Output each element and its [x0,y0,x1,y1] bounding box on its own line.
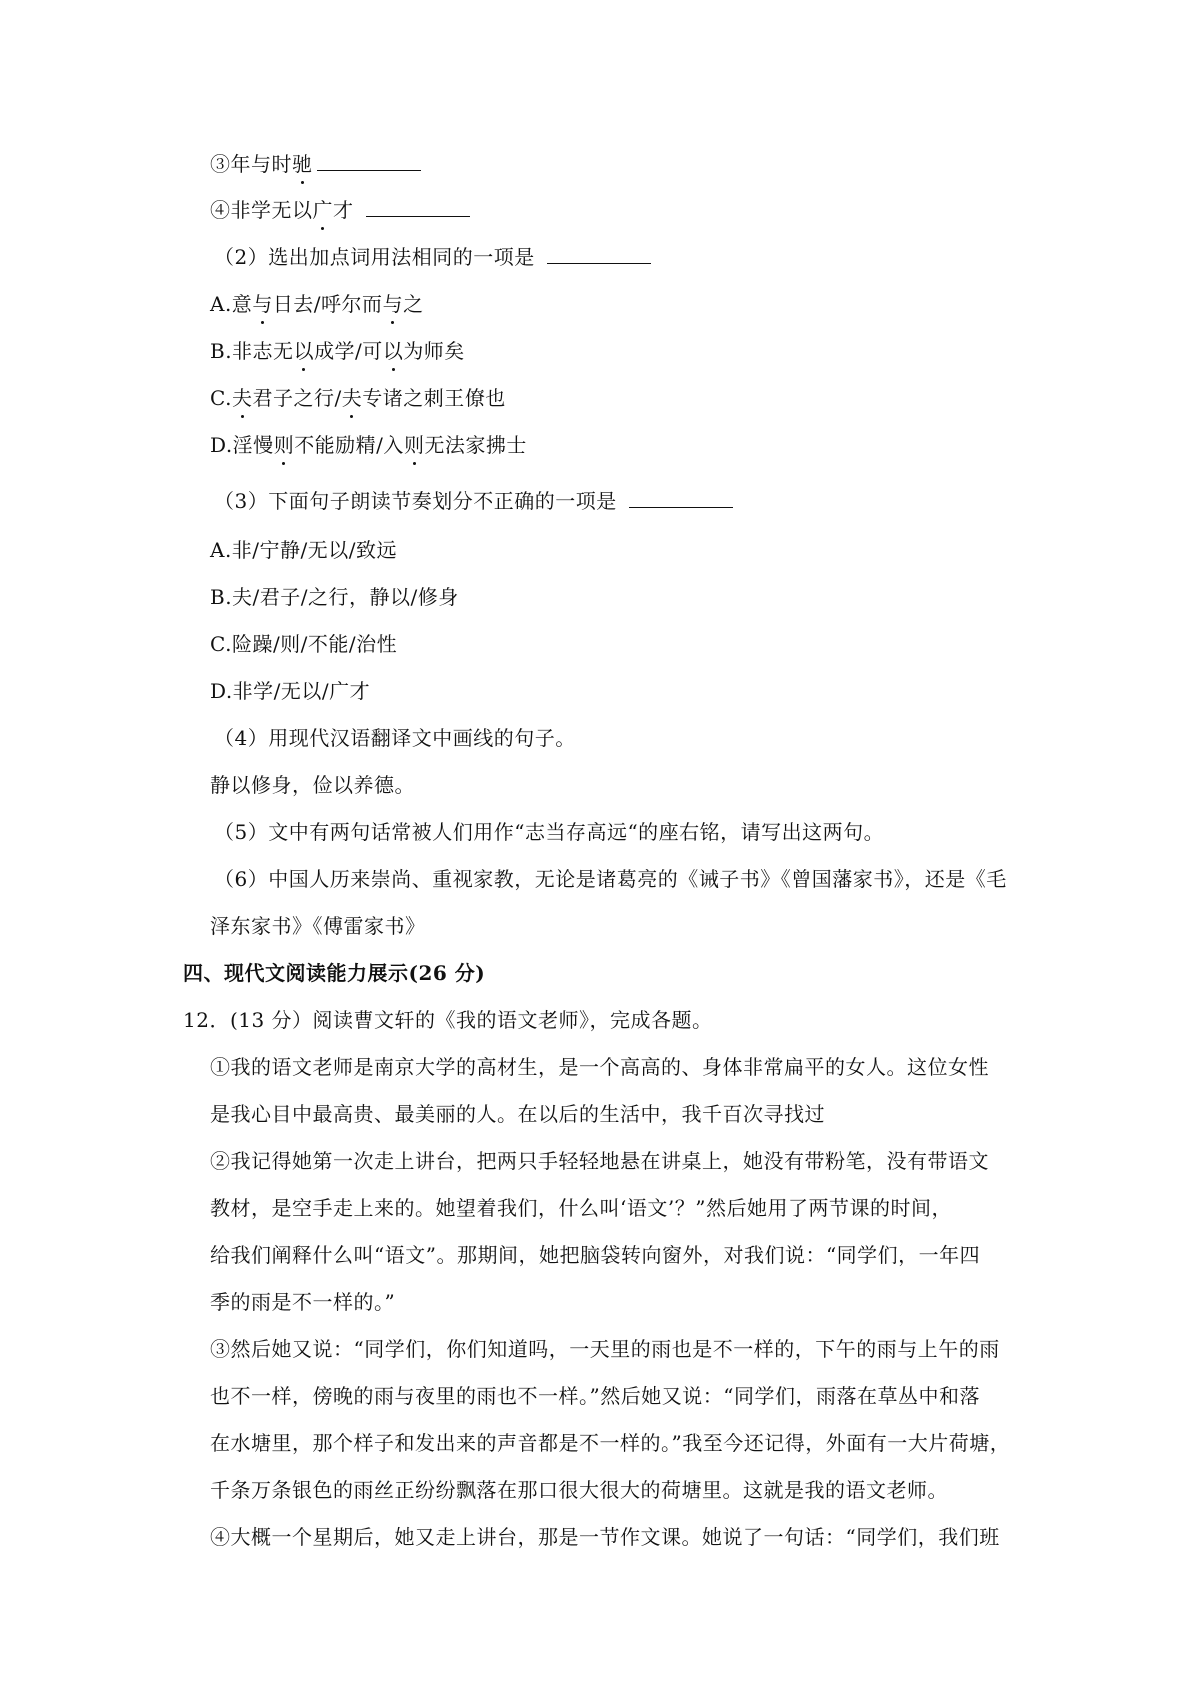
question-6-line-1: （6）中国人历来崇尚、重视家教，无论是诸葛亮的《诫子书》《曾国藩家书》，还是《毛 [214,867,1007,891]
dotted-char: 夫 [231,386,253,410]
paragraph-3-line-2: 也不一样，傍晚的雨与夜里的雨也不一样。”然后她又说：“同学们，雨落在草丛中和落 [210,1384,980,1408]
dotted-char: 与 [252,292,273,316]
dotted-char: 则 [403,433,425,457]
paragraph-1-line-2: 是我心目中最高贵、最美丽的人。在以后的生活中，我千百次寻找过 [210,1102,825,1126]
question-5: （5）文中有两句话常被人们用作“志当存高远“的座右铭，请写出这两句。 [214,820,885,844]
paragraph-4-line-1: ④大概一个星期后，她又走上讲台，那是一节作文课。她说了一句话：“同学们，我们班 [210,1525,1000,1549]
paragraph-2-line-4: 季的雨是不一样的。” [210,1290,396,1314]
q3-option-c: C.险躁/则/不能/治性 [210,632,398,656]
paragraph-2-line-2: 教材，是空手走上来的。她望着我们，什么叫‘语文’？”然后她用了两节课的时间， [210,1196,952,1220]
paragraph-2-line-1: ②我记得她第一次走上讲台，把两只手轻轻地悬在讲桌上，她没有带粉笔，没有带语文 [210,1149,989,1173]
dotted-char: 广 [312,198,333,222]
dotted-char: 以 [293,339,315,363]
answer-blank[interactable] [366,196,470,217]
paragraph-1-line-1: ①我的语文老师是南京大学的高材生，是一个高高的、身体非常扁平的女人。这位女性 [210,1055,989,1079]
dotted-char: 则 [273,433,295,457]
dotted-char: 驰 [292,152,313,176]
q2-option-a: A.意与日去/呼尔而与之 [210,292,424,316]
paragraph-2-line-3: 给我们阐释什么叫“语文”。那期间，她把脑袋转向窗外，对我们说：“同学们，一年四 [210,1243,981,1267]
dotted-char: 夫 [341,386,363,410]
dotted-char: 与 [382,292,404,316]
section-4-heading: 四、现代文阅读能力展示(26 分) [183,961,486,985]
question-12-prompt: 12．(13 分）阅读曹文轩的《我的语文老师》，完成各题。 [183,1008,713,1032]
question-4: （4）用现代汉语翻译文中画线的句子。 [214,726,576,750]
paragraph-3-line-4: 千条万条银色的雨丝正纷纷飘落在那口很大很大的荷塘里。这就是我的语文老师。 [210,1478,948,1502]
q3-option-d: D.非学/无以/广才 [210,679,371,703]
question-4-sentence: 静以修身，俭以养德。 [210,773,415,797]
item-3-line: ③年与时驰 [210,150,421,178]
answer-blank[interactable] [317,150,421,171]
item-4-line: ④非学无以广才 [210,196,470,224]
dotted-char: 以 [382,339,404,363]
q2-option-c: C.夫君子之行/夫专诸之刺王僚也 [210,386,506,410]
paragraph-3-line-3: 在水塘里，那个样子和发出来的声音都是不一样的。”我至今还记得，外面有一大片荷塘， [210,1431,1011,1455]
q3-option-b: B.夫/君子/之行，静以/修身 [210,585,459,609]
answer-blank[interactable] [629,487,733,508]
q2-option-d: D.淫慢则不能励精/入则无法家拂士 [210,433,527,457]
question-6-line-2: 泽东家书》《傅雷家书》 [210,914,426,938]
question-2: （2）选出加点词用法相同的一项是 [214,243,651,271]
q2-option-b: B.非志无以成学/可以为师矣 [210,339,465,363]
answer-blank[interactable] [547,243,651,264]
q3-option-a: A.非/宁静/无以/致远 [210,538,398,562]
question-3: （3）下面句子朗读节奏划分不正确的一项是 [214,487,733,515]
paragraph-3-line-1: ③然后她又说：“同学们，你们知道吗，一天里的雨也是不一样的，下午的雨与上午的雨 [210,1337,1000,1361]
